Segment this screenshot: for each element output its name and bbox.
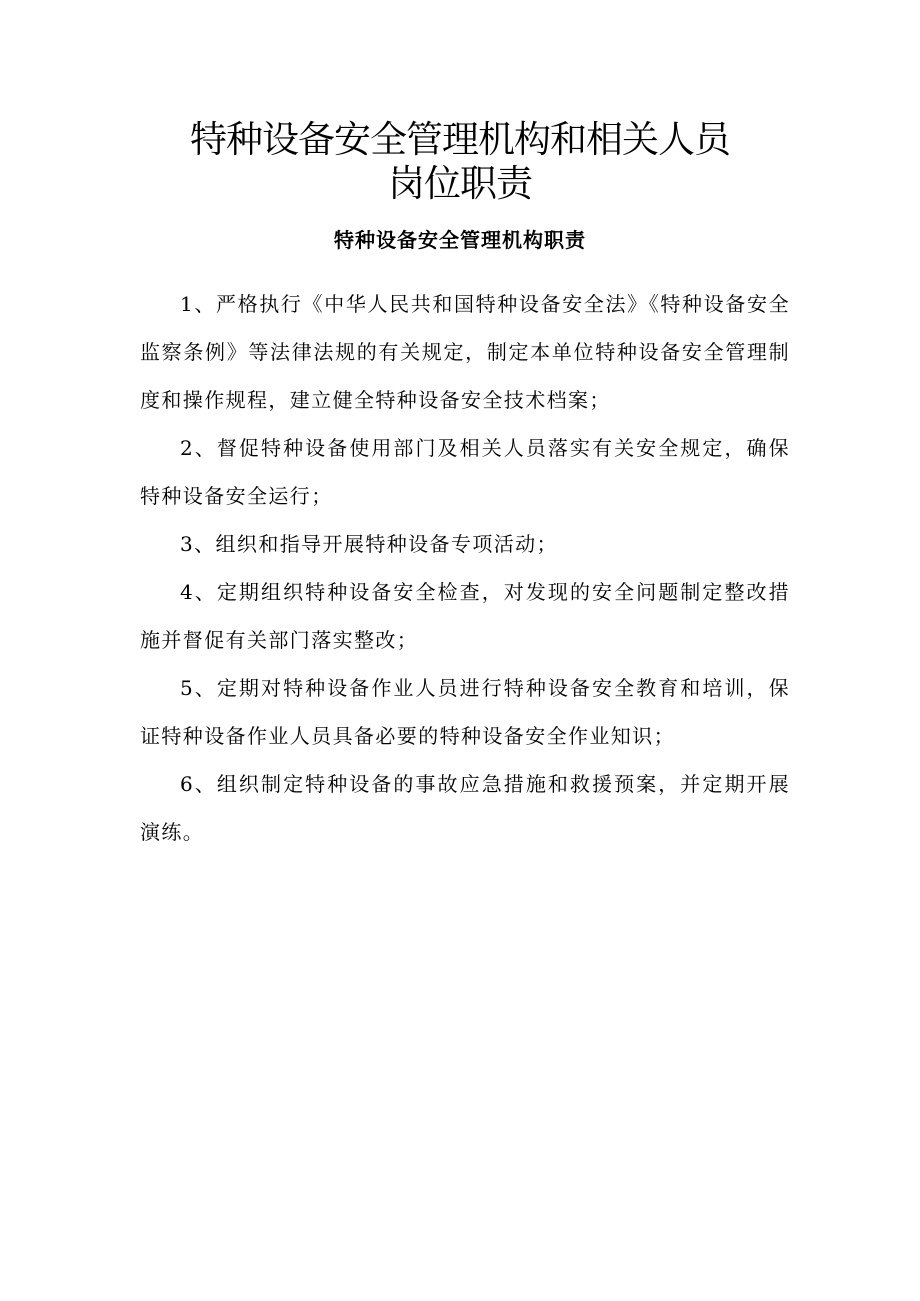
duties-body <box>140 280 790 856</box>
title-line-1: 特种设备安全管理机构和相关人员 <box>190 118 730 161</box>
duty-paragraph-1: 1、严格执行《中华人民共和国特种设备安全法》《特种设备安全监察条例》等法律法规的有关规定，制定本单位特种设备安全管理制度和操作规程，建立健全特种设备安全技术档案； <box>140 292 790 412</box>
duty-paragraph-6: 6、组织制定特种设备的事故应急措施和救援预案，并定期开展演练。 <box>140 772 790 844</box>
duty-paragraph-2: 2、督促特种设备使用部门及相关人员落实有关安全规定，确保特种设备安全运行； <box>140 436 790 508</box>
duty-paragraph-5: 5、定期对特种设备作业人员进行特种设备安全教育和培训，保证特种设备作业人员具备必要的特种设备安全作业知识； <box>140 676 790 748</box>
duty-paragraph-3: 3、组织和指导开展特种设备专项活动； <box>180 532 558 556</box>
duty-paragraph-4: 4、定期组织特种设备安全检查，对发现的安全问题制定整改措施并督促有关部门落实整改； <box>140 580 790 652</box>
section-subtitle: 特种设备安全管理机构职责 <box>334 228 586 252</box>
title-line-2: 岗位职责 <box>388 162 532 205</box>
document-title <box>0 118 920 206</box>
